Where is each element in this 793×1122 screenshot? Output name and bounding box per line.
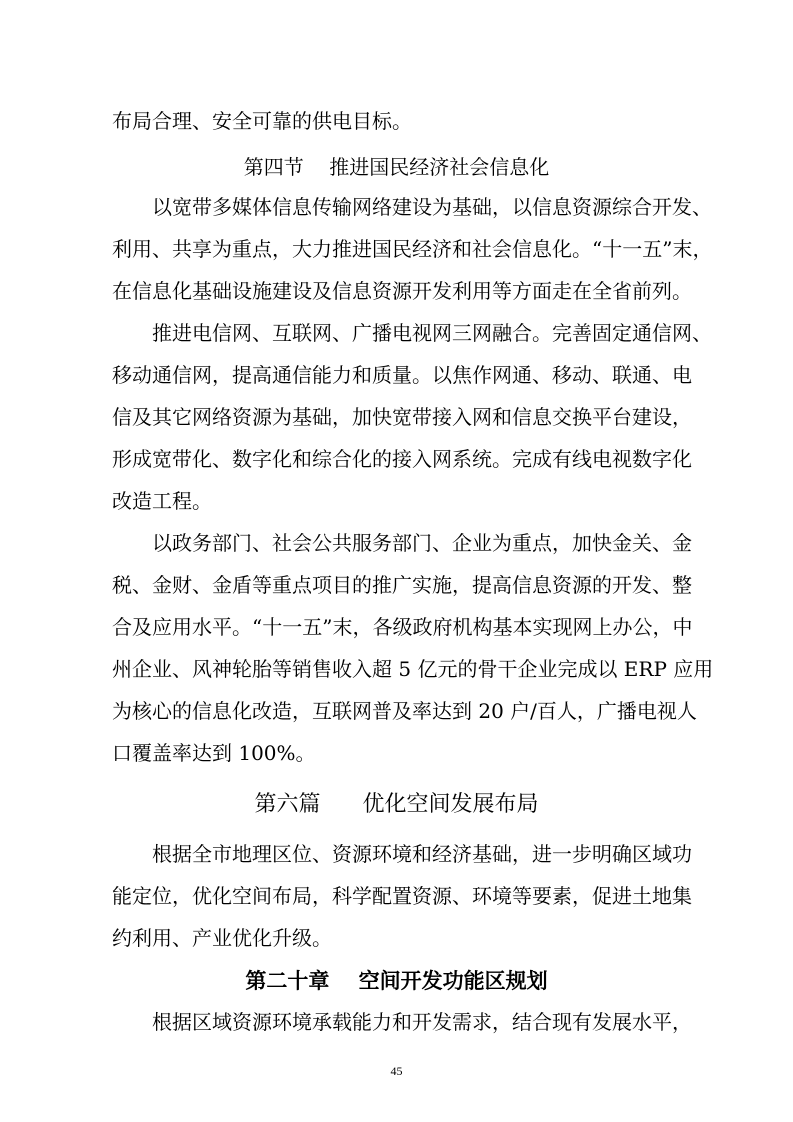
page-number: 45	[390, 1064, 403, 1078]
text-line: 改造工程。	[112, 489, 212, 513]
text-line: 布局合理、安全可靠的供电目标。	[112, 109, 412, 133]
text-line: 移动通信网，提高通信能力和质量。以焦作网通、移动、联通、电	[112, 363, 692, 387]
text-line: 根据区域资源环境承载能力和开发需求，结合现有发展水平，	[152, 1010, 692, 1034]
text-line: 以政务部门、社会公共服务部门、企业为重点，加快金关、金	[152, 531, 692, 555]
text-line: 合及应用水平。“十一五”末，各级政府机构基本实现网上办公，中	[112, 615, 693, 639]
text-line: 约利用、产业优化升级。	[112, 926, 332, 950]
chapter-title: 第二十章 空间开发功能区规划	[245, 969, 548, 993]
text-line: 为核心的信息化改造，互联网普及率达到 20 户/百人，广播电视人	[112, 699, 697, 723]
text-line: 能定位，优化空间布局，科学配置资源、环境等要素，促进土地集	[112, 884, 692, 908]
text-line: 信及其它网络资源为基础，加快宽带接入网和信息交换平台建设，	[112, 405, 692, 429]
text-line: 根据全市地理区位、资源环境和经济基础，进一步明确区域功	[152, 842, 692, 866]
text-line: 推进电信网、互联网、广播电视网三网融合。完善固定通信网、	[152, 321, 712, 345]
section-title: 第四节 推进国民经济社会信息化	[243, 155, 550, 179]
text-line: 在信息化基础设施建设及信息资源开发利用等方面走在全省前列。	[112, 279, 692, 303]
text-line: 税、金财、金盾等重点项目的推广实施，提高信息资源的开发、整	[112, 573, 692, 597]
text-line: 利用、共享为重点，大力推进国民经济和社会信息化。“十一五”末，	[112, 237, 713, 261]
text-line: 形成宽带化、数字化和综合化的接入网系统。完成有线电视数字化	[112, 447, 692, 471]
text-line: 州企业、风神轮胎等销售收入超 5 亿元的骨干企业完成以 ERP 应用	[112, 657, 714, 681]
part-title: 第六篇 优化空间发展布局	[254, 792, 539, 817]
text-line: 以宽带多媒体信息传输网络建设为基础，以信息资源综合开发、	[152, 195, 712, 219]
text-line: 口覆盖率达到 100%。	[112, 741, 316, 765]
